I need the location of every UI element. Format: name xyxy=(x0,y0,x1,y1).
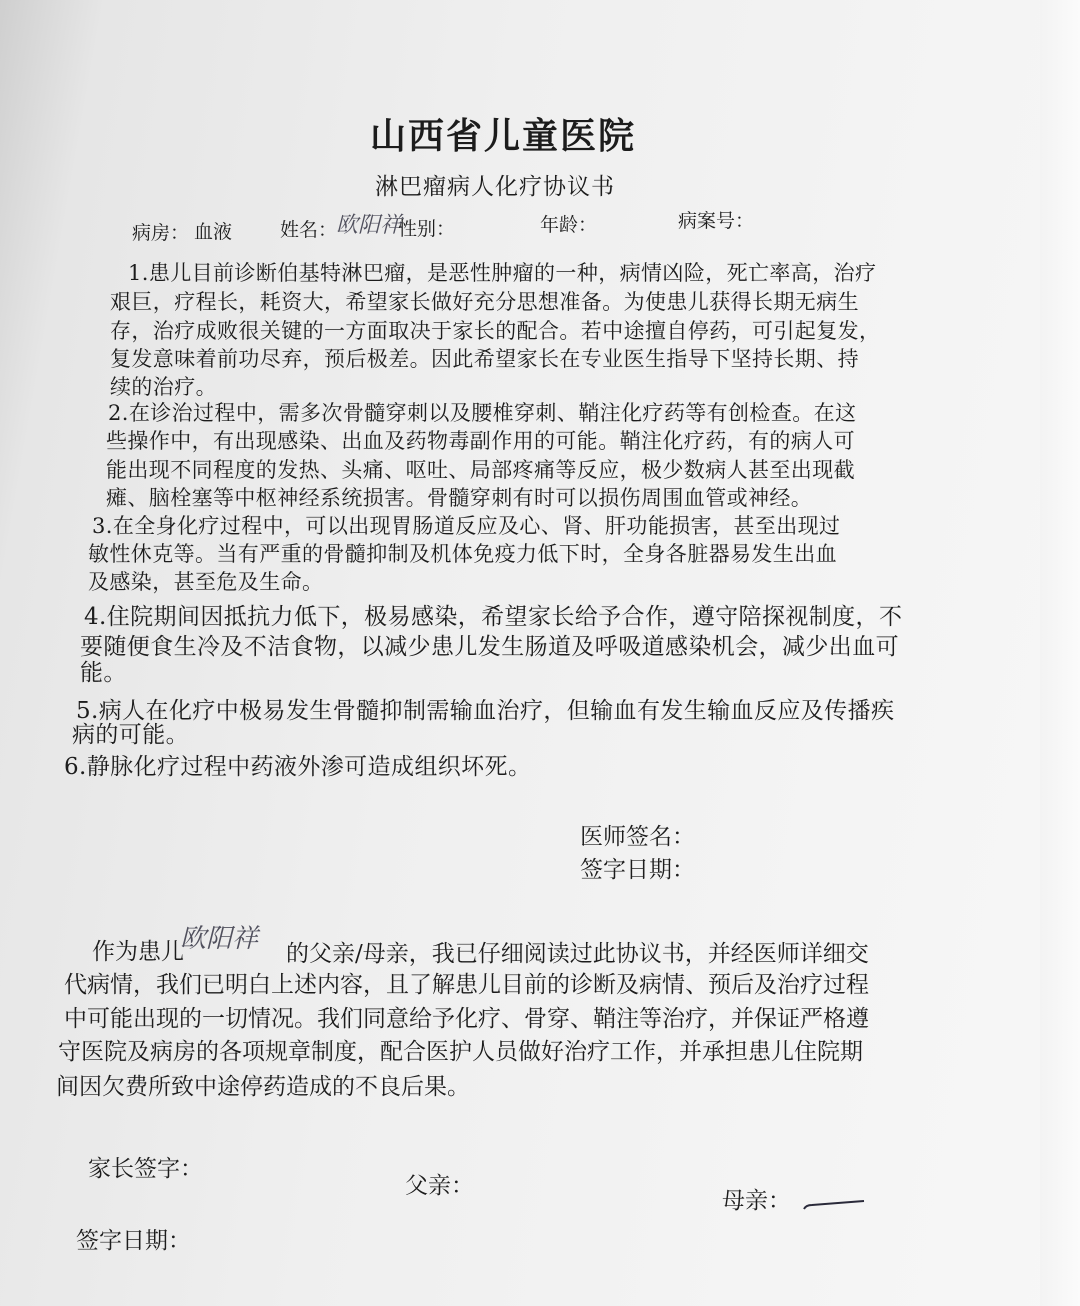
gender-label: 性别： xyxy=(398,218,456,240)
clause-line: 4.住院期间因抵抗力低下，极易感染，希望家长给予合作，遵守陪探视制度，不 xyxy=(84,604,903,630)
clause-line: 瘫、脑栓塞等中枢神经系统损害。骨髓穿刺有时可以损伤周围血管或神经。 xyxy=(106,486,813,510)
clause-line: 艰巨，疗程长，耗资大，希望家长做好充分思想准备。为使患儿获得长期无病生 xyxy=(110,290,859,314)
parent-date-label: 签字日期： xyxy=(76,1228,191,1254)
record-number-label: 病案号： xyxy=(678,210,755,232)
patient-name-handwritten: 欧阳祥 xyxy=(180,924,259,954)
doctor-date-label: 签字日期： xyxy=(580,857,695,883)
consent-line: 间因欠费所致中途停药造成的不良后果。 xyxy=(56,1074,470,1100)
doctor-signature-label: 医师签名： xyxy=(580,824,695,850)
consent-line: 守医院及病房的各项规章制度，配合医护人员做好治疗工作，并承担患儿住院期 xyxy=(58,1039,863,1065)
clause-line: 3.在全身化疗过程中，可以出现胃肠道反应及心、肾、肝功能损害，甚至出现过 xyxy=(92,514,841,538)
clause-line: 能出现不同程度的发热、头痛、呕吐、局部疼痛等反应，极少数病人甚至出现截 xyxy=(106,458,855,482)
document-subtitle: 淋巴瘤病人化疗协议书 xyxy=(375,174,615,200)
consent-line: 中可能出现的一切情况。我们同意给予化疗、骨穿、鞘注等治疗，并保证严格遵 xyxy=(64,1006,869,1032)
consent-line: 的父亲/母亲，我已仔细阅读过此协议书，并经医师详细交 xyxy=(286,941,869,967)
clause-line: 6.静脉化疗过程中药液外渗可造成组织坏死。 xyxy=(64,754,532,780)
ward-value: 血液 xyxy=(194,221,233,243)
name-label: 姓名： xyxy=(280,219,338,241)
consent-line: 代病情，我们已明白上述内容，且了解患儿目前的诊断及病情、预后及治疗过程 xyxy=(64,972,869,998)
parent-signature-label: 家长签字： xyxy=(88,1156,203,1182)
mother-signature-stroke xyxy=(800,1195,870,1215)
clause-line: 病的可能。 xyxy=(72,722,189,748)
consent-line: 作为患儿 xyxy=(92,939,184,965)
paper-edge xyxy=(1040,0,1080,1306)
clause-line: 续的治疗。 xyxy=(110,375,217,399)
patient-name-handwritten: 欧阳祥 xyxy=(336,213,403,238)
clause-line: 能。 xyxy=(80,660,127,686)
hospital-title: 山西省儿童医院 xyxy=(370,115,637,157)
father-label: 父亲： xyxy=(405,1173,474,1199)
clause-line: 敏性休克等。当有严重的骨髓抑制及机体免疫力低下时，全身各脏器易发生出血 xyxy=(88,542,837,566)
ward-label: 病房： xyxy=(132,222,190,244)
clause-line: 存，治疗成败很关键的一方面取决于家长的配合。若中途擅自停药，可引起复发， xyxy=(110,319,881,343)
clause-line: 要随便食生冷及不洁食物，以减少患儿发生肠道及呼吸道感染机会，减少出血可 xyxy=(80,634,899,660)
mother-label: 母亲： xyxy=(722,1188,791,1214)
clause-line: 1.患儿目前诊断伯基特淋巴瘤，是恶性肿瘤的一种，病情凶险，死亡率高，治疗 xyxy=(128,261,877,285)
clause-line: 及感染，甚至危及生命。 xyxy=(88,570,324,594)
clause-line: 复发意味着前功尽弃，预后极差。因此希望家长在专业医生指导下坚持长期、持 xyxy=(110,347,859,371)
age-label: 年龄： xyxy=(540,214,598,236)
clause-line: 5.病人在化疗中极易发生骨髓抑制需输血治疗，但输血有发生输血反应及传播疾 xyxy=(76,698,895,724)
clause-line: 2.在诊治过程中，需多次骨髓穿刺以及腰椎穿刺、鞘注化疗药等有创检查。在这 xyxy=(108,401,857,425)
clause-line: 些操作中，有出现感染、出血及药物毒副作用的可能。鞘注化疗药，有的病人可 xyxy=(106,429,855,453)
